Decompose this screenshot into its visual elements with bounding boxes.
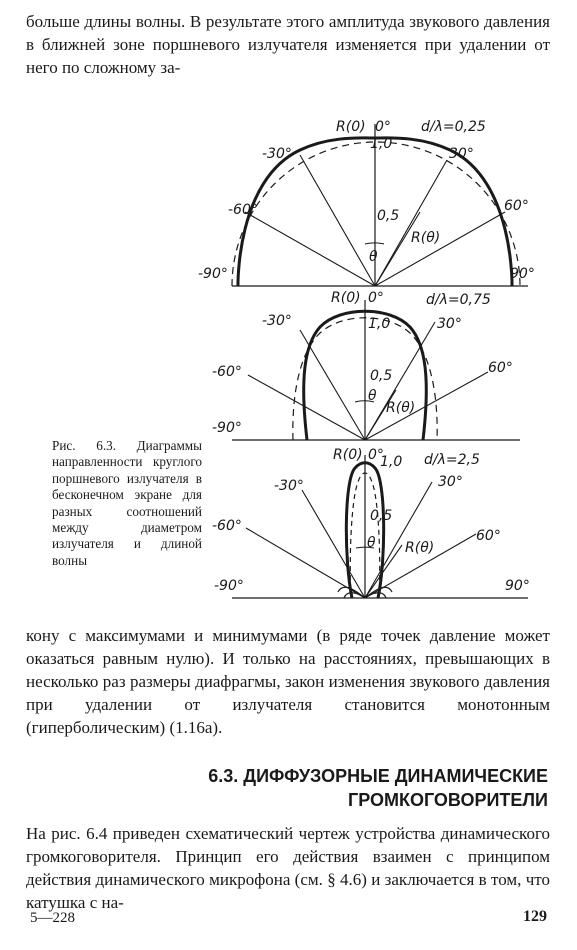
panel-2-r-label: R(θ) [386,400,416,416]
panel-3-0deg-label: 0° [368,447,384,463]
section-heading-line-2: ГРОМКОГОВОРИТЕЛИ [348,790,548,810]
polar-panel-3 [232,455,528,598]
panel-1-r-label: R(θ) [411,230,441,246]
panel-3-m30-label: -30° [274,478,304,494]
panel-1-p30-label: 30° [449,146,474,162]
panel-3-m90-label: -90° [214,578,244,594]
figure-caption: Рис. 6.3. Диаграммы направленности круглого поршневого излучателя в бесконечном экране для разных соотношений между диаметром излучателя и длиной волны [52,438,202,568]
panel-1-scale-1: 1,0 [370,136,393,152]
panel-1-labels [198,119,535,282]
paragraph-top: больше длины волны. В результате этого амплитуда звукового давления в ближней зоне поршневого излучателя изменяется при удалении от него по сложному за- [26,12,550,77]
panel-3-r0-label: R(0) [333,447,363,463]
panel-1-scale-05: 0,5 [377,208,400,224]
section-heading [150,764,548,812]
panel-3-p60-label: 60° [476,528,501,544]
panel-3-r-label: R(θ) [405,540,435,556]
panel-2-m30-label: -30° [262,313,292,329]
panel-2-scale-1: 1,0 [368,316,391,332]
panel-2-m60-label: -60° [212,364,242,380]
panel-3-theta-label: θ [367,535,376,551]
panel-2-p30-label: 30° [437,316,462,332]
panel-2-m90-label: -90° [212,420,242,436]
paragraph-bottom: На рис. 6.4 приведен схематический чертеж устройства динамического громкоговорителя. Принцип его действия взаимен с принципом действия динамического микрофона (см. § 4.6) и заключается в том, что катушка с на- [26,824,550,912]
panel-2-p60-label: 60° [488,360,513,376]
panel-1-r0-label: R(0) [336,119,366,135]
panel-2-0deg-label: 0° [368,290,384,306]
panel-2-r0-label: R(0) [331,290,361,306]
panel-2-theta-label: θ [368,388,377,404]
panel-2-ratio-label: d/λ=0,75 [426,292,491,308]
paragraph-middle: кону с максимумами и минимумами (в ряде точек давление может оказаться равным нулю). И только на расстояниях, превышающих в несколько раз размеры диафрагмы, закон изменения звукового давления при удалении от излучателя становится монотонным (гиперболическим) (1.16а). [26,626,550,737]
panel-1-theta-label: θ [369,249,378,265]
page-number: 129 [523,908,547,925]
panel-1-m60-label: -60° [228,202,258,218]
panel-1-ratio-label: d/λ=0,25 [421,119,486,135]
panel-1-p90-label: 90° [510,266,535,282]
section-heading-line-1: 6.3. ДИФФУЗОРНЫЕ ДИНАМИЧЕСКИЕ [208,766,548,786]
panel-1-0deg-label: 0° [375,119,391,135]
panel-3-scale-1: 1,0 [380,454,403,470]
panel-2-scale-05: 0,5 [370,368,393,384]
panel-3-p30-label: 30° [438,474,463,490]
panel-1-m90-label: -90° [198,266,228,282]
panel-3-p90-label: 90° [505,578,530,594]
panel-3-m60-label: -60° [212,518,242,534]
footer-signature-mark: 5—228 [30,910,75,926]
panel-3-scale-05: 0,5 [370,508,393,524]
panel-1-m30-label: -30° [262,146,292,162]
panel-3-labels [212,447,530,594]
panel-3-ratio-label: d/λ=2,5 [424,452,480,468]
panel-1-p60-label: 60° [504,198,529,214]
